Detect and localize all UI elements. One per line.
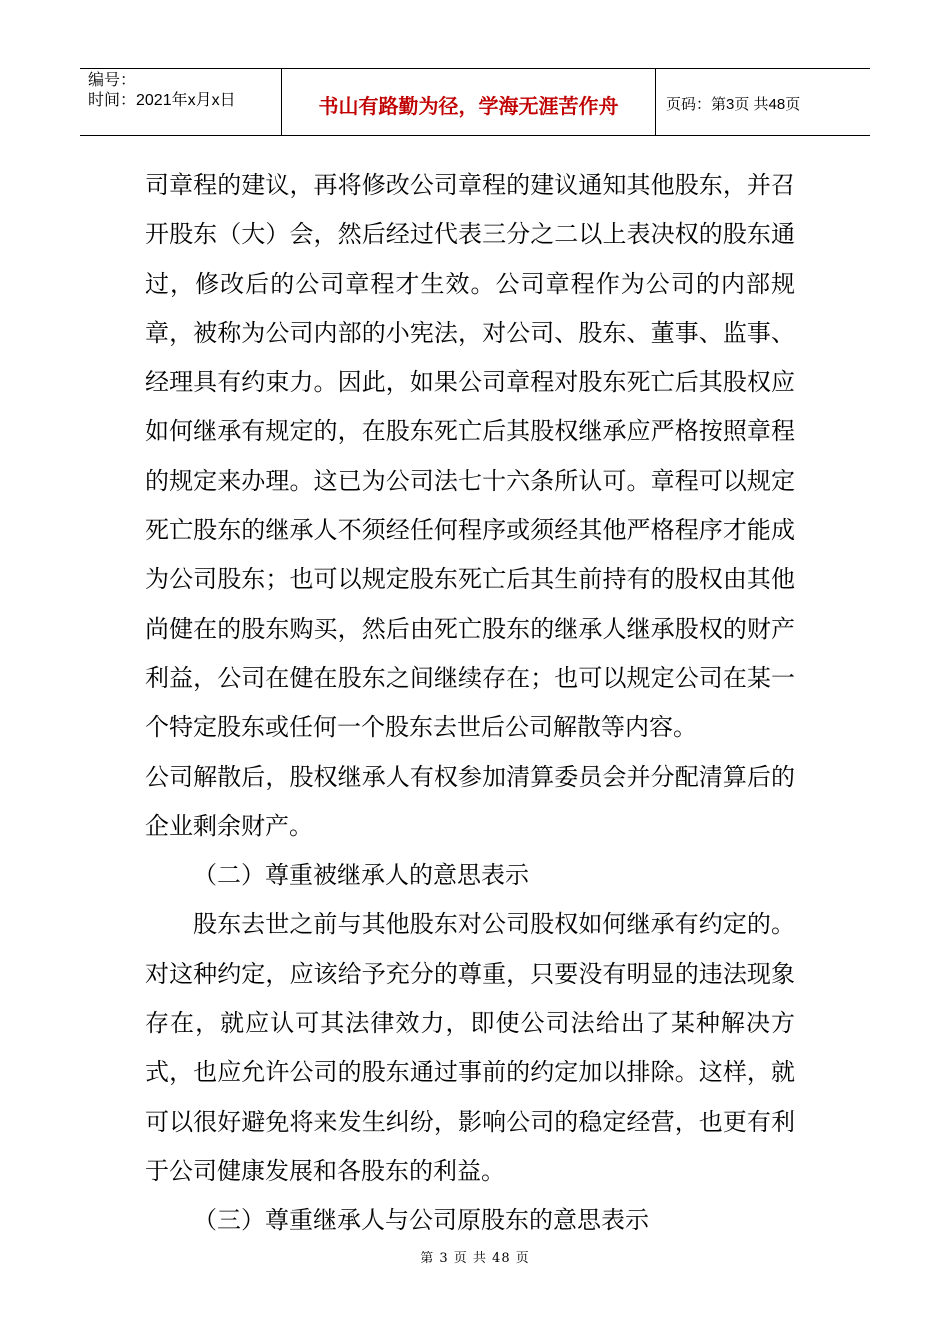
date-line: 时间：2021年x月x日 bbox=[88, 92, 236, 109]
paragraph-agreement: 股东去世之前与其他股东对公司股权如何继承有约定的。对这种约定，应该给予充分的尊重，只要没有明显的违法现象存在，就应认可其法律效力，即使公司法给出了某种解决方式，也应允许公司的股东通过事前的约定加以排除。这样，就可以很好避免将来发生纠纷，影响公司的稳定经营，也更有利于公司健康发展和各股东的利益。 bbox=[145, 910, 795, 1185]
section-heading-2: （二）尊重被继承人的意思表示 bbox=[193, 861, 529, 890]
header-meta-cell bbox=[80, 69, 282, 135]
header-motto: 书山有路勤为径，学海无涯苦作舟 bbox=[282, 69, 656, 135]
section-heading-3: （三）尊重继承人与公司原股东的意思表示 bbox=[193, 1206, 649, 1235]
paragraph-continued: 司章程的建议，再将修改公司章程的建议通知其他股东，并召开股东（大）会，然后经过代表三分之二以上表决权的股东通过，修改后的公司章程才生效。公司章程作为公司的内部规章，被称为公司内部的小宪法，对公司、股东、董事、监事、经理具有约束力。因此，如果公司章程对股东死亡后其股权应如何继承有规定的，在股东死亡后其股权继承应严格按照章程的规定来办理。这已为公司法七十六条所认可。章程可以规定死亡股东的继承人不须经任何程序或须经其他严格程序才能成为公司股东；也可以规定股东死亡后其生前持有的股权由其他尚健在的股东购买，然后由死亡股东的继承人继承股权的财产利益，公司在健在股东之间继续存在；也可以规定公司在某一个特定股东或任何一个股东去世后公司解散等内容。 bbox=[145, 171, 795, 742]
serial-number-label: 编号： bbox=[88, 72, 137, 89]
page-header bbox=[80, 68, 870, 136]
header-page-info: 页码：第3页 共48页 bbox=[666, 95, 801, 113]
document-body bbox=[145, 161, 795, 1246]
paragraph-liquidation: 公司解散后，股权继承人有权参加清算委员会并分配清算后的企业剩余财产。 bbox=[145, 762, 795, 840]
page-footer: 第 3 页 共 48 页 bbox=[420, 1251, 530, 1266]
